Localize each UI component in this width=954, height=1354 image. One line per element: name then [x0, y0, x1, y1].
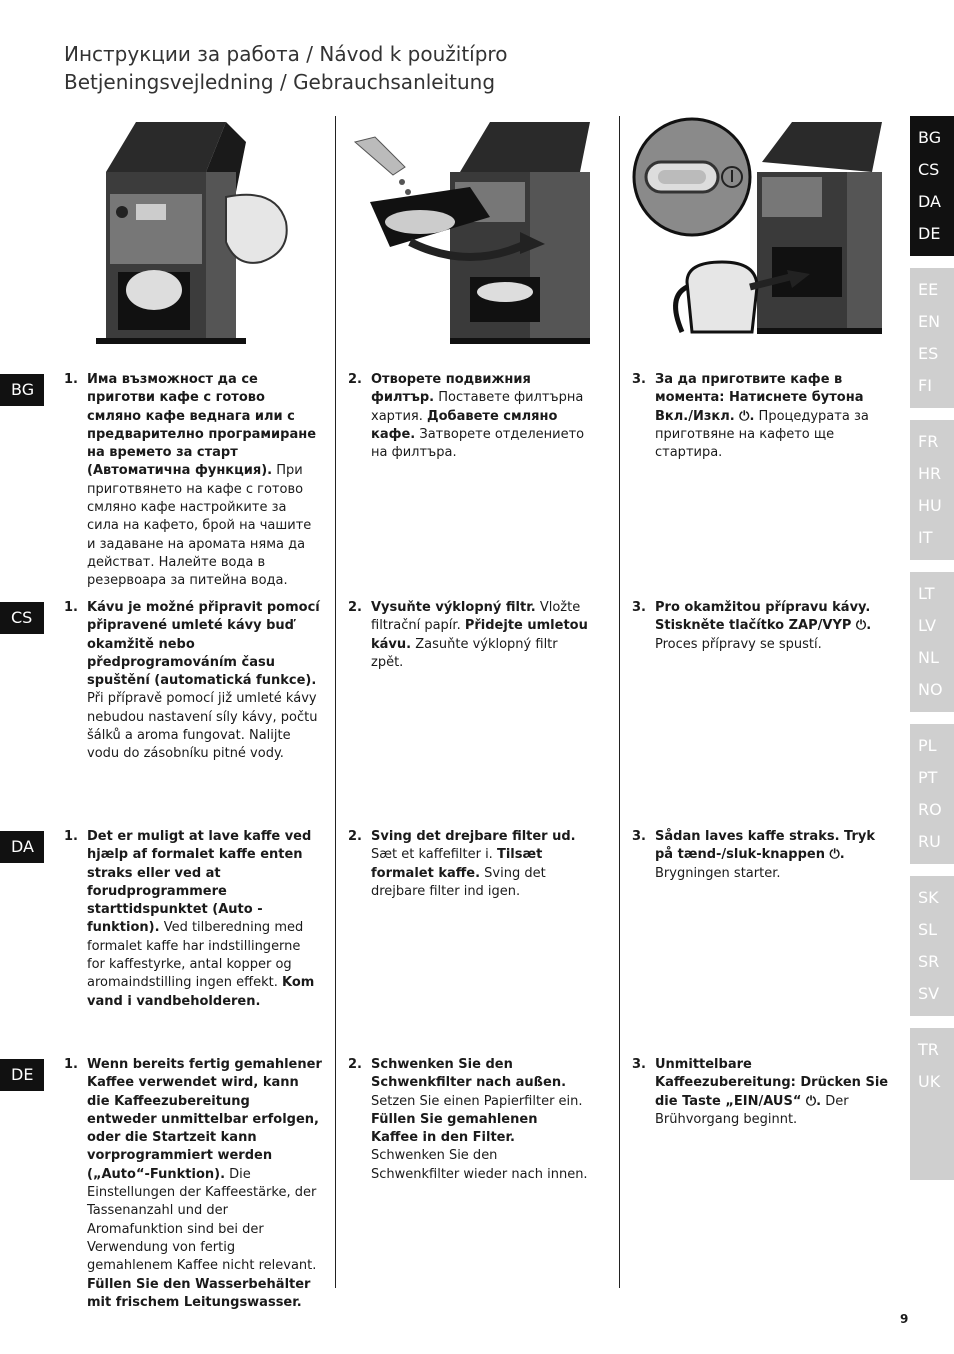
step-text — [87, 1056, 322, 1312]
language-tab[interactable]: LV — [918, 616, 937, 635]
step-text-regular: Zasuňte výklopný filtr zpět. — [371, 636, 558, 670]
language-tab[interactable]: SR — [918, 952, 940, 971]
step-number: 1. — [64, 600, 78, 615]
language-tab[interactable]: NO — [918, 680, 943, 699]
language-tab[interactable]: FI — [918, 376, 932, 395]
step-text-regular: Der Brühvorgang beginnt. — [655, 1093, 849, 1127]
step-text-bold: Pro okamžitou přípravu kávy. Stiskněte tlačítko ZAP/VYP ⏻. — [655, 600, 872, 634]
step-text-bold: Има възможност да се приготви кафе с готово смляно кафе веднага или с предварително програмиране на времето за старт (Автоматична функция). — [87, 372, 317, 479]
step-text-bold: Schwenken Sie den Schwenkfilter nach außen. — [371, 1057, 567, 1091]
step-text-bold: Füllen Sie gemahlenen Kaffee in den Filter. — [371, 1111, 538, 1146]
language-tab-group — [910, 268, 954, 408]
step-text-bold: Sving det drejbare filter ud. — [371, 829, 576, 844]
step-text-regular: Ved tilberedning med formalet kaffe har indstillingerne for kaffestyrke, antal kopper og aromaindstilling ingen effekt. — [87, 920, 304, 991]
step-text-bold: Отворете подвижния филтър. — [371, 372, 531, 406]
step-number: 2. — [348, 1057, 362, 1072]
step-number: 2. — [348, 829, 362, 844]
step-text-regular: Vložte filtrační papír. — [371, 600, 581, 634]
step-text-bold: Wenn bereits fertig gemahlener Kaffee verwendet wird, kann die Kaffeezubereitung entweder unmittelbar erfolgen, oder die Startzeit kann vorprogrammiert werden („Auto“-Funktion). — [87, 1057, 322, 1182]
step-text — [87, 828, 322, 1011]
step-number: 1. — [64, 829, 78, 844]
step-text-regular: Schwenken Sie den Schwenkfilter wieder nach innen. — [371, 1148, 588, 1182]
illustration-step-2 — [350, 112, 600, 352]
language-tab-group — [910, 572, 954, 712]
step-text — [87, 599, 322, 764]
section-lang-badge: DA — [0, 831, 44, 863]
step-number: 3. — [632, 829, 646, 844]
step-number: 2. — [348, 372, 362, 387]
language-tab[interactable]: EN — [918, 312, 941, 331]
language-tab[interactable]: IT — [918, 528, 933, 547]
step-text-regular: Brygningen starter. — [655, 865, 781, 881]
language-tab[interactable]: LT — [918, 584, 935, 603]
language-tab[interactable]: DE — [918, 224, 941, 243]
step-text-bold: Добавете смляно кафе. — [371, 408, 558, 442]
power-button-illustration — [632, 112, 892, 352]
step-text — [371, 599, 588, 672]
language-tab[interactable]: RO — [918, 800, 942, 819]
step-text-regular: Proces přípravy se spustí. — [655, 636, 822, 652]
step-number: 3. — [632, 372, 646, 387]
language-tab[interactable]: FR — [918, 432, 939, 451]
illustration-step-3 — [632, 112, 892, 352]
language-tab[interactable]: HR — [918, 464, 942, 483]
step-text — [371, 371, 588, 462]
language-tab-group — [910, 420, 954, 560]
language-tab[interactable]: TR — [918, 1040, 939, 1059]
step-text-regular: Процедурата за приготвяне на кафето ще стартира. — [655, 408, 869, 461]
step-number: 3. — [632, 1057, 646, 1072]
page-number: 9 — [900, 1312, 909, 1326]
language-tab[interactable]: DA — [918, 192, 941, 211]
language-tab[interactable]: SL — [918, 920, 938, 939]
column-divider — [619, 116, 620, 1288]
section-lang-badge: CS — [0, 602, 44, 634]
language-tab-group — [910, 1028, 954, 1180]
step-number: 1. — [64, 372, 78, 387]
section-lang-badge: BG — [0, 374, 44, 406]
step-text — [655, 371, 892, 462]
step-number: 2. — [348, 600, 362, 615]
step-text-regular: Při přípravě pomocí již umleté kávy nebudou nastavení síly kávy, počtu šálků a aroma fungovat. Nalijte vodu do zásobníku pitné vody. — [87, 691, 318, 762]
coffee-machine-illustration — [96, 112, 316, 352]
language-tab-group — [910, 116, 954, 256]
language-tab[interactable]: BG — [918, 128, 942, 147]
step-number: 3. — [632, 600, 646, 615]
title-line-2: Betjeningsvejledning / Gebrauchsanleitung — [64, 70, 496, 94]
step-text — [655, 828, 892, 883]
step-text-regular: Sving det drejbare filter ind igen. — [371, 865, 546, 899]
language-tab[interactable]: SK — [918, 888, 939, 907]
language-tab-group — [910, 876, 954, 1016]
step-number: 1. — [64, 1057, 78, 1072]
language-tab[interactable]: EE — [918, 280, 939, 299]
step-text-bold: Tilsæt formalet kaffe. — [371, 847, 543, 881]
language-tab[interactable]: CS — [918, 160, 940, 179]
language-tab[interactable]: SV — [918, 984, 940, 1003]
step-text-bold: За да приготвите кафе в момента: Натиснете бутона Вкл./Изкл. ⏻. — [655, 372, 864, 424]
filter-open-illustration — [350, 112, 600, 352]
step-text — [87, 371, 322, 591]
title-line-1: Инструкции за работа / Návod k použitípro — [64, 42, 508, 66]
column-divider — [335, 116, 336, 1288]
step-text — [371, 828, 588, 901]
step-text-bold: Sådan laves kaffe straks. Tryk på tænd-/sluk-knappen ⏻. — [655, 829, 876, 863]
step-text — [655, 599, 892, 654]
language-tab[interactable]: UK — [918, 1072, 941, 1091]
step-text-regular: Затворете отделението на филтъра. — [371, 426, 585, 461]
step-text-regular: Setzen Sie einen Papierfilter ein. — [371, 1093, 583, 1109]
language-tab[interactable]: RU — [918, 832, 941, 851]
step-text-bold: Kom vand i vandbeholderen. — [87, 975, 315, 1009]
step-text-bold: Přidejte umletou kávu. — [371, 618, 588, 652]
step-text — [655, 1056, 892, 1129]
step-text-bold: Kávu je možné připravit pomocí připravené umleté kávy buď okamžitě nebo předprogramováním času spuštění (automatická funkce). — [87, 600, 320, 689]
step-text — [371, 1056, 588, 1184]
step-text-bold: Füllen Sie den Wasserbehälter mit frischem Leitungswasser. — [87, 1276, 311, 1310]
language-tab[interactable]: ES — [918, 344, 939, 363]
language-tab[interactable]: NL — [918, 648, 939, 667]
language-tabs — [910, 116, 954, 1192]
step-text-regular: Поставете филтърна хартия. — [371, 390, 584, 424]
step-text-bold: Unmittelbare Kaffeezubereitung: Drücken Sie die Taste „EIN/AUS“ ⏻. — [655, 1057, 889, 1109]
step-text-regular: Sæt et kaffefilter i. — [371, 847, 497, 863]
step-text-regular: Die Einstellungen der Kaffeestärke, der Tassenanzahl und der Aromafunktion sind bei der Verwendung von fertig gemahlenem Kaffee nicht relevant. — [87, 1166, 317, 1274]
language-tab[interactable]: PL — [918, 736, 937, 755]
page-title — [64, 40, 507, 96]
illustration-step-1 — [96, 112, 316, 352]
step-text-bold: Vysuňte výklopný filtr. — [371, 600, 536, 615]
step-text-bold: Det er muligt at lave kaffe ved hjælp af formalet kaffe enten straks eller ved at forudprogrammere starttidspunktet (Auto -funktion). — [87, 829, 312, 936]
language-tab[interactable]: HU — [918, 496, 942, 515]
section-lang-badge: DE — [0, 1059, 44, 1091]
language-tab-group — [910, 724, 954, 864]
language-tab[interactable]: PT — [918, 768, 938, 787]
step-text-regular: При приготвянето на кафе с готово смляно кафе настройките за сила на кафето, брой на чашите и задаване на аромата няма да действат. Налейте вода в резервоара за питейна вода. — [87, 463, 312, 589]
